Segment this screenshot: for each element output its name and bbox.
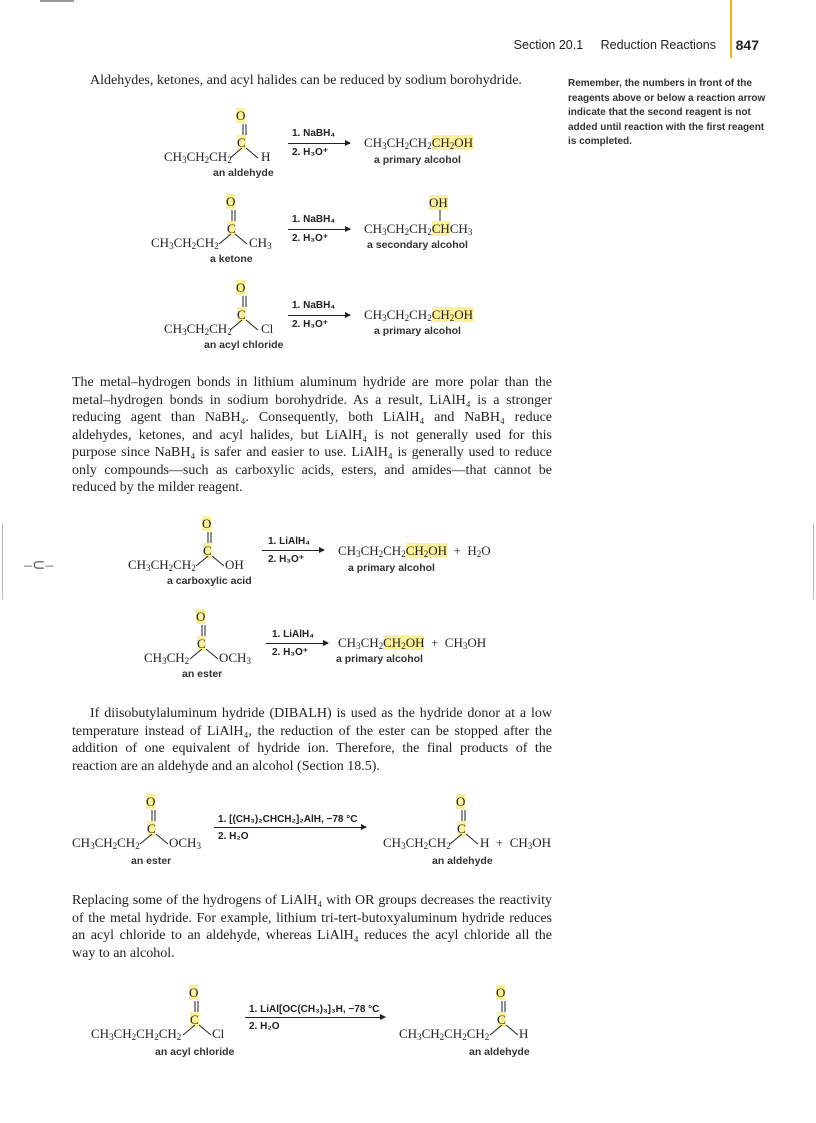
carbonyl-o: O <box>496 985 506 1000</box>
carbonyl-o: O <box>456 794 466 809</box>
chlorine: Cl <box>212 1026 225 1041</box>
paragraph-dibalh: If diisobutylaluminum hydride (DIBALH) is used as the hydride donor at a low temperature instead of LiAlH₄, the reduction of the ester can be stopped after the addition of one equivalent of hydride ion. Therefore, the final products of the reaction are an aldehyde and an alcohol (Section 18.5). <box>72 706 552 774</box>
product-caption: a primary alcohol <box>348 562 435 574</box>
carbonyl-c: C <box>237 135 246 150</box>
reagent-1: 1. [(CH₃)₂CHCH₂]₂AlH, −78 °C <box>218 814 358 825</box>
reactant-caption: a carboxylic acid <box>167 575 252 587</box>
aldehyde-h: H <box>261 149 271 164</box>
top-rule <box>40 0 74 2</box>
paragraph-intro: Aldehydes, ketones, and acyl halides can be reduced by sodium borohydride. <box>90 73 522 88</box>
carbonyl-c: C <box>457 821 466 836</box>
reagent-1: 1. NaBH₄ <box>292 128 336 139</box>
margin-note: Remember, the numbers in front of the reagents above or below a reaction arrow indicate that the second reagent is not added until reaction with the first reagent is completed. <box>568 78 766 147</box>
product-caption: an aldehyde <box>469 1046 530 1058</box>
methyl: $CH_3$ <box>249 235 272 251</box>
product-formula: $CH_3CH_2CH_2CH_2OH$ <box>364 307 474 323</box>
product-caption: a primary alcohol <box>374 325 461 337</box>
reagent-2: 2. H₃O⁺ <box>292 319 329 330</box>
reactant-formula: $CH_3CH_2CH_2$ <box>72 835 140 851</box>
section-number: Section 20.1 <box>513 38 584 52</box>
paragraph-lialh4: The metal–hydrogen bonds in lithium aluminum hydride are more polar than the metal–hydrogen bonds in sodium borohydride. As a result, LiAlH₄ is a stronger reducing agent than NaBH₄. Consequently, both LiAlH₄ and NaBH₄ reduce aldehydes, ketones, and acyl halides, but LiAlH₄ is not generally used for this purpose since NaBH₄ is safer and easier to use. LiAlH₄ is generally used to reduce only compounds—such as carboxylic acids, esters, and amides—that cannot be reduced by the milder reagent. <box>72 375 552 495</box>
aldehyde-h: H <box>519 1026 529 1041</box>
product-caption: a secondary alcohol <box>367 239 468 251</box>
product-formula: $CH_3CH_2CH_2OH + CH_3OH$ <box>338 635 487 651</box>
product-caption: a primary alcohol <box>336 653 423 665</box>
reaction-arrow <box>214 827 366 828</box>
page-number: 847 <box>735 37 759 53</box>
carbonyl-c: C <box>237 307 246 322</box>
carbonyl-c: C <box>190 1012 199 1027</box>
running-header <box>514 38 716 52</box>
carbonyl-o: O <box>236 108 246 123</box>
product-formula: $CH_3CH_2CH_2$ <box>383 835 451 851</box>
reagent-2: 2. H₂O <box>249 1021 280 1032</box>
product-formula: $CH_3CH_2CH_2CH_2OH$ <box>364 135 474 151</box>
chlorine: Cl <box>261 321 274 336</box>
reagent-1: 1. NaBH₄ <box>292 214 336 225</box>
crop-mark: –⊂– <box>24 557 54 574</box>
reactant-formula: $CH_3CH_2CH_2$ <box>128 557 196 573</box>
reagent-2: 2. H₃O⁺ <box>292 147 329 158</box>
reagent-1: 1. LiAlH₄ <box>268 536 310 547</box>
carbonyl-o: O <box>202 516 212 531</box>
reaction-arrow <box>288 315 350 316</box>
carbonyl-o: O <box>236 280 246 295</box>
hydroxyl: OH <box>225 557 244 572</box>
reaction-arrow <box>245 1017 385 1018</box>
carbonyl-c: C <box>227 221 236 236</box>
methoxy: $OCH_3$ <box>169 835 201 851</box>
reactant-caption: an aldehyde <box>213 167 274 179</box>
reagent-1: 1. LiAlH₄ <box>272 629 314 640</box>
carbonyl-o: O <box>146 794 156 809</box>
reagent-2: 2. H₃O⁺ <box>272 647 309 658</box>
reactant-caption: an acyl chloride <box>155 1046 235 1058</box>
product-formula: $CH_3CH_2CH_2CHCH_3$ <box>364 221 473 237</box>
reactant-formula: $CH_3CH_2CH_2$ <box>164 149 232 165</box>
reactant-formula: $CH_3CH_2CH_2$ <box>164 321 232 337</box>
carbonyl-c: C <box>203 543 212 558</box>
product-byproduct: $H + CH_3OH$ <box>480 835 552 851</box>
reactant-formula: $CH_3CH_2$ <box>144 650 190 666</box>
section-title: Reduction Reactions <box>600 38 716 52</box>
product-caption: a primary alcohol <box>374 154 461 166</box>
paragraph-tri-tert-butoxy: Replacing some of the hydrogens of LiAlH₄ with OR groups decreases the reactivity of the metal hydride. For example, lithium tri-tert-butoxyaluminum hydride reduces an acyl chloride to an aldehyde, whereas LiAlH₄ reduces the acyl chloride all the way to an alcohol. <box>72 893 552 961</box>
product-oh: OH <box>429 195 448 210</box>
reagent-2: 2. H₃O⁺ <box>268 554 305 565</box>
reagent-2: 2. H₂O <box>218 831 249 842</box>
reaction-arrow <box>266 643 328 644</box>
reactant-formula: $CH_3CH_2CH_2$ <box>151 235 219 251</box>
carbonyl-c: C <box>497 1012 506 1027</box>
reaction-arrow <box>288 229 350 230</box>
product-caption: an aldehyde <box>432 855 493 867</box>
carbonyl-o: O <box>196 609 206 624</box>
product-formula: $CH_3CH_2CH_2CH_2$ <box>399 1026 490 1042</box>
carbonyl-c: C <box>197 636 206 651</box>
reactant-caption: an ester <box>131 855 172 867</box>
reaction-arrow <box>262 550 324 551</box>
methoxy: $OCH_3$ <box>219 650 251 666</box>
right-edge-mark <box>813 523 814 599</box>
product-formula: $CH_3CH_2CH_2CH_2OH + H_2O$ <box>338 543 491 559</box>
reactant-caption: a ketone <box>210 253 253 265</box>
reagent-2: 2. H₃O⁺ <box>292 233 329 244</box>
left-edge-mark <box>2 523 3 599</box>
reaction-arrow <box>288 143 350 144</box>
reagent-1: 1. NaBH₄ <box>292 300 336 311</box>
carbonyl-o: O <box>226 194 236 209</box>
carbonyl-o: O <box>189 985 199 1000</box>
carbonyl-c: C <box>147 821 156 836</box>
reactant-caption: an ester <box>182 668 223 680</box>
reactant-caption: an acyl chloride <box>204 339 284 351</box>
reagent-1: 1. LiAl[OC(CH₃)₃]₃H, −78 °C <box>249 1004 380 1015</box>
reactant-formula: $CH_3CH_2CH_2CH_2$ <box>91 1026 182 1042</box>
